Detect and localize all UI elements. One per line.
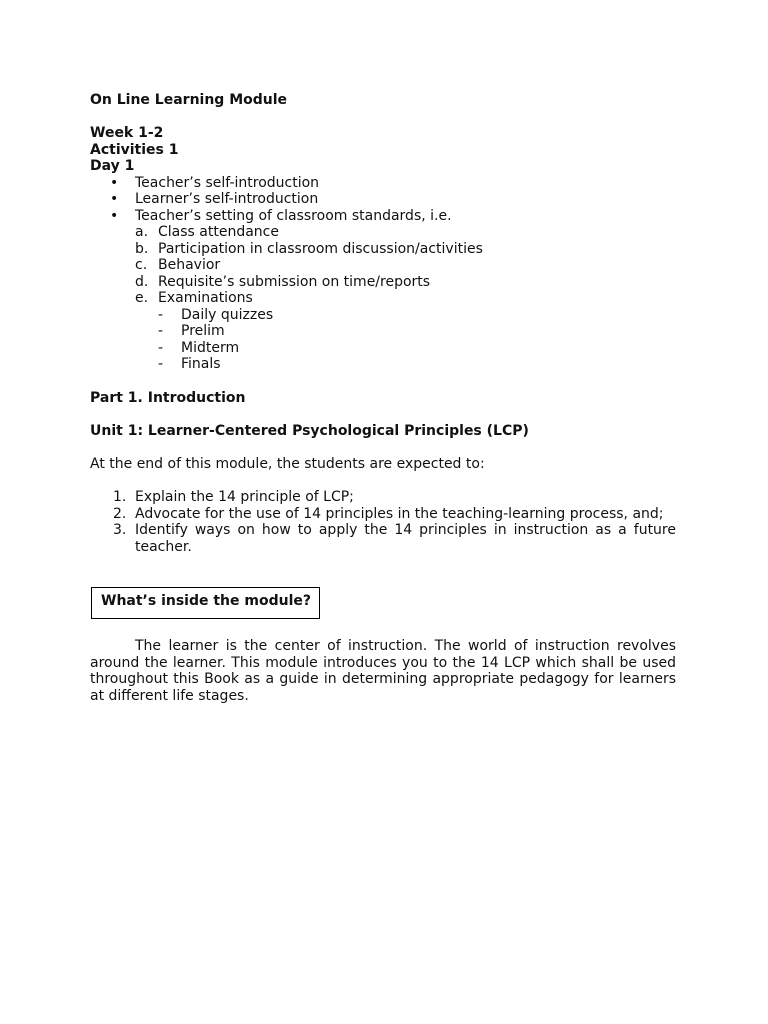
list-item: Teacher’s setting of classroom standards, i.e. (135, 208, 452, 224)
list-marker: 3. (113, 522, 127, 538)
box-heading: What’s inside the module? (101, 593, 311, 609)
list-item: Finals (181, 356, 221, 372)
list-marker: d. (135, 274, 149, 290)
day-heading: Day 1 (90, 158, 135, 174)
list-marker: b. (135, 241, 149, 257)
part-heading: Part 1. Introduction (90, 390, 246, 406)
list-marker: c. (135, 257, 148, 273)
list-marker: e. (135, 290, 149, 306)
list-item: Behavior (158, 257, 221, 273)
body-paragraph: The learner is the center of instruction. The world of instruction revolves around the learner. This module introduces you to the 14 LCP which shall be used throughout this Book as a guide in determining appropriate pedagogy for learners at different life stages. (90, 638, 676, 704)
module-title: On Line Learning Module (90, 92, 288, 108)
list-marker: - (158, 307, 164, 323)
bullet-icon: • (110, 175, 119, 191)
list-item: Teacher’s self-introduction (135, 175, 320, 191)
activities-heading: Activities 1 (90, 142, 179, 158)
list-item: Daily quizzes (181, 307, 274, 323)
week-heading: Week 1-2 (90, 125, 164, 141)
list-item: Advocate for the use of 14 principles in the teaching-learning process, and; (135, 506, 664, 522)
list-marker: 1. (113, 489, 127, 505)
list-item: Examinations (158, 290, 253, 306)
list-marker: - (158, 340, 164, 356)
list-marker: a. (135, 224, 149, 240)
list-item: Explain the 14 principle of LCP; (135, 489, 354, 505)
objectives-intro: At the end of this module, the students are expected to: (90, 456, 485, 472)
list-item: Learner’s self-introduction (135, 191, 319, 207)
list-item: Participation in classroom discussion/activities (158, 241, 483, 257)
list-item: Identify ways on how to apply the 14 principles in instruction as a future teacher. (135, 522, 676, 555)
list-marker: - (158, 323, 164, 339)
list-marker: - (158, 356, 164, 372)
list-marker: 2. (113, 506, 127, 522)
unit-heading: Unit 1: Learner-Centered Psychological Principles (LCP) (90, 423, 529, 439)
bullet-icon: • (110, 191, 119, 207)
list-item: Requisite’s submission on time/reports (158, 274, 431, 290)
module-contents-box (91, 587, 320, 619)
list-item: Class attendance (158, 224, 279, 240)
list-item: Prelim (181, 323, 225, 339)
bullet-icon: • (110, 208, 119, 224)
list-item: Midterm (181, 340, 240, 356)
